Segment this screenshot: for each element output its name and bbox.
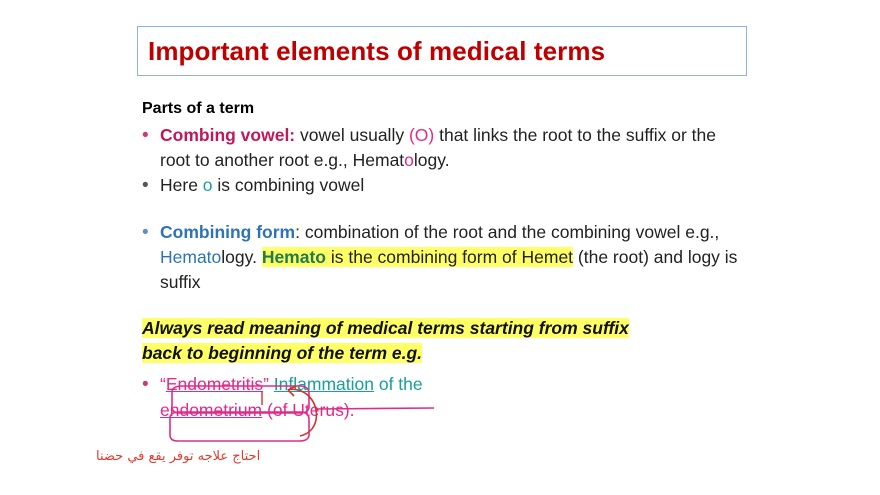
list-item-text (160, 123, 742, 173)
hemato-highlight: Hemato (261, 246, 326, 267)
here-letter-o: o (202, 175, 213, 196)
endometritis-example (160, 372, 423, 423)
endometritis-term: Endometritis (165, 374, 264, 395)
bullet-dot-icon: • (142, 175, 149, 197)
of-the-text: of the (373, 374, 423, 395)
bullet-dot-icon: • (142, 222, 149, 244)
letter-o-highlight: (O) (408, 124, 435, 145)
list-item (142, 173, 742, 199)
inflammation-word: Inflammation (273, 374, 374, 395)
list-item-text (160, 173, 742, 198)
combining-form-text-3: is the combining form of (326, 246, 522, 267)
list-item-text (160, 220, 742, 295)
list-item (142, 123, 742, 173)
slide-title-box (137, 26, 747, 76)
spacer (142, 200, 742, 220)
always-read-line-1: Always read meaning of medical terms starting from suffix (142, 317, 629, 338)
endometrium-word: endometrium (160, 399, 263, 420)
hematology-o: o (404, 149, 414, 170)
combining-form-text-1: : combination of the root and the combining vowel e.g., (295, 222, 720, 243)
combining-vowel-text-2: that links the root to the suffix or the root to another root e.g., Hemat (160, 124, 717, 170)
list-item (142, 372, 742, 423)
bullet-dot-icon: • (142, 374, 149, 396)
here-text-1: Here (160, 175, 203, 196)
bullet-dot-icon: • (142, 124, 149, 146)
combining-vowel-text-1: vowel usually (295, 124, 409, 145)
combining-vowel-label: Combing vowel: (160, 124, 296, 145)
slide-body (142, 98, 742, 423)
here-text-2: is combining vowel (212, 175, 365, 196)
hemet-highlight: Hemet (521, 246, 574, 267)
combining-form-text-2: logy. (221, 246, 262, 267)
of-uterus-text: (of Uterus). (262, 399, 355, 420)
handwritten-arabic-note: احتاج علاجه توفر يقع في حضنا (96, 449, 261, 464)
spacer (142, 296, 742, 316)
page-title: Important elements of medical terms (148, 35, 606, 66)
section-heading: Parts of a term (142, 100, 255, 117)
combining-vowel-text-3: logy. (413, 149, 450, 170)
combining-form-text-4: (the root) and logy is suffix (160, 246, 738, 292)
quote-close: ” (263, 374, 269, 395)
always-read-line-2: back to beginning of the term e.g. (142, 342, 423, 363)
always-read-note (142, 316, 742, 367)
hematology-prefix: Hemato (160, 246, 222, 267)
combining-form-label: Combining form (160, 222, 296, 243)
list-item (142, 220, 742, 295)
quote-open: “ (160, 374, 166, 395)
